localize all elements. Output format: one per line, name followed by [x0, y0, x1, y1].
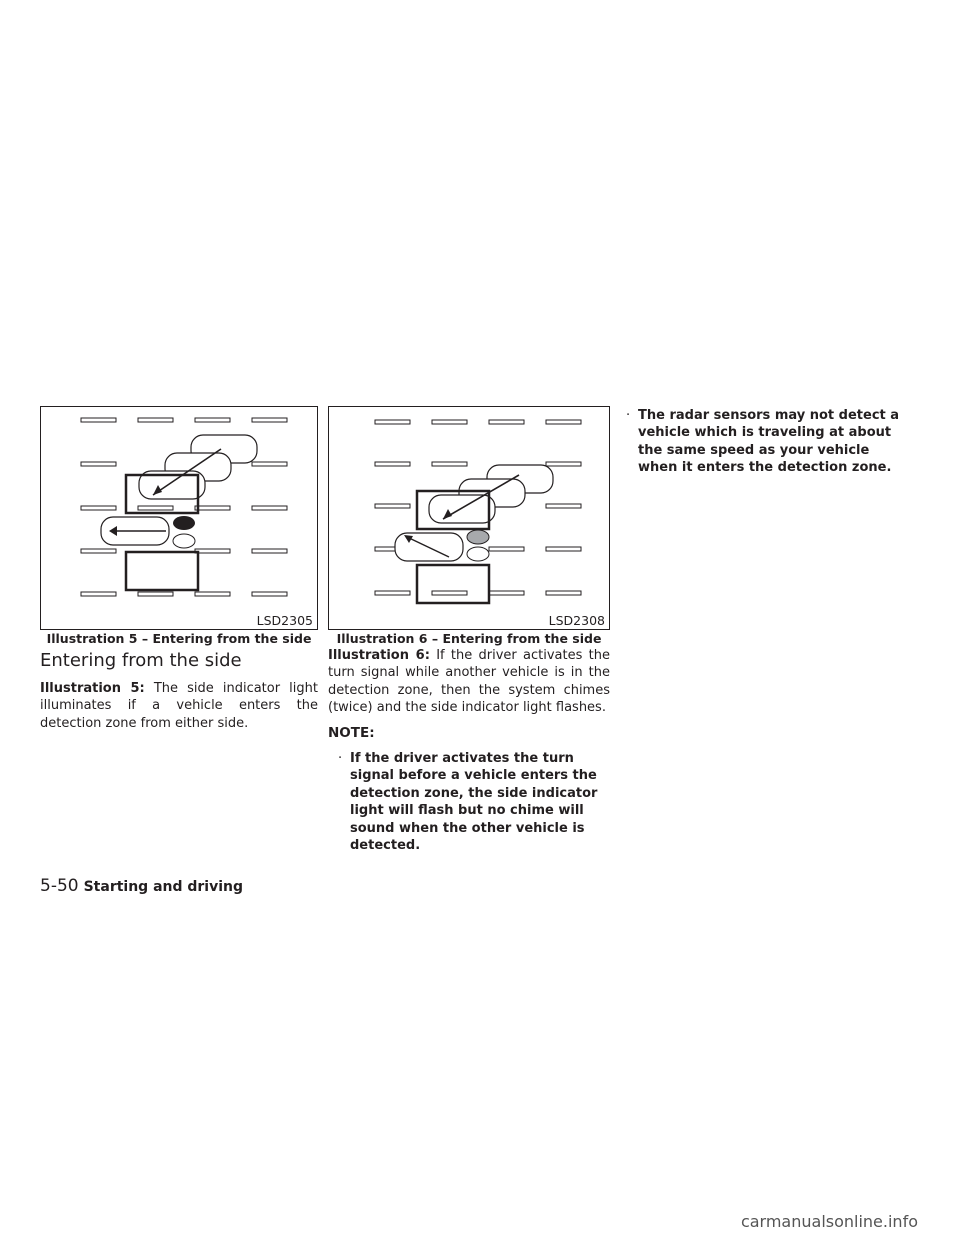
- detection-zone-lower: [126, 552, 198, 590]
- illustration-6-drawing: [329, 407, 609, 629]
- paragraph-text: The side indicator light illuminates if a vehicle enters the detection zone from either side.: [40, 681, 318, 731]
- page-footer: [40, 876, 243, 896]
- bullet-dot: ·: [338, 751, 343, 766]
- note-title: NOTE:: [328, 725, 375, 741]
- section-heading: Entering from the side: [40, 650, 242, 671]
- figure-caption: Illustration 6 – Entering from the side: [336, 631, 602, 646]
- illustration-6-figure: [328, 406, 610, 630]
- illustration-5-paragraph: [40, 680, 318, 732]
- detection-zone-lower: [417, 565, 489, 603]
- note-bullet: [338, 750, 612, 854]
- indicator-off: [173, 534, 195, 548]
- indicator-off: [467, 547, 489, 561]
- illustration-5-drawing: [41, 407, 317, 629]
- bullet-dot: ·: [626, 408, 631, 423]
- illustration-5-figure: [40, 406, 318, 630]
- figure-code: LSD2308: [548, 613, 605, 628]
- bullet-text: If the driver activates the turn signal before a vehicle enters the detection zone, the side indicator light will flash but no chime will sound when the other vehicle is detected.: [350, 751, 598, 854]
- note-bullet: [626, 407, 910, 477]
- page-number: 5-50: [40, 876, 79, 896]
- illustration-6-paragraph: [328, 647, 610, 717]
- paragraph-label: Illustration 5:: [40, 681, 145, 696]
- figure-code: LSD2305: [256, 613, 313, 628]
- paragraph-text: If the driver activates the turn signal while another vehicle is in the detection zone, then the system chimes (twice) and the side indicator light flashes.: [328, 648, 610, 716]
- bullet-text: The radar sensors may not detect a vehicle which is traveling at about the same speed as your vehicle when it enters the detection zone.: [638, 408, 900, 476]
- watermark: carmanualsonline.info: [740, 1212, 918, 1231]
- side-indicator-light: [467, 530, 489, 544]
- side-indicator-light: [173, 516, 195, 530]
- footer-section-title: Starting and driving: [83, 879, 244, 895]
- paragraph-label: Illustration 6:: [328, 648, 430, 663]
- figure-caption: Illustration 5 – Entering from the side: [46, 631, 312, 646]
